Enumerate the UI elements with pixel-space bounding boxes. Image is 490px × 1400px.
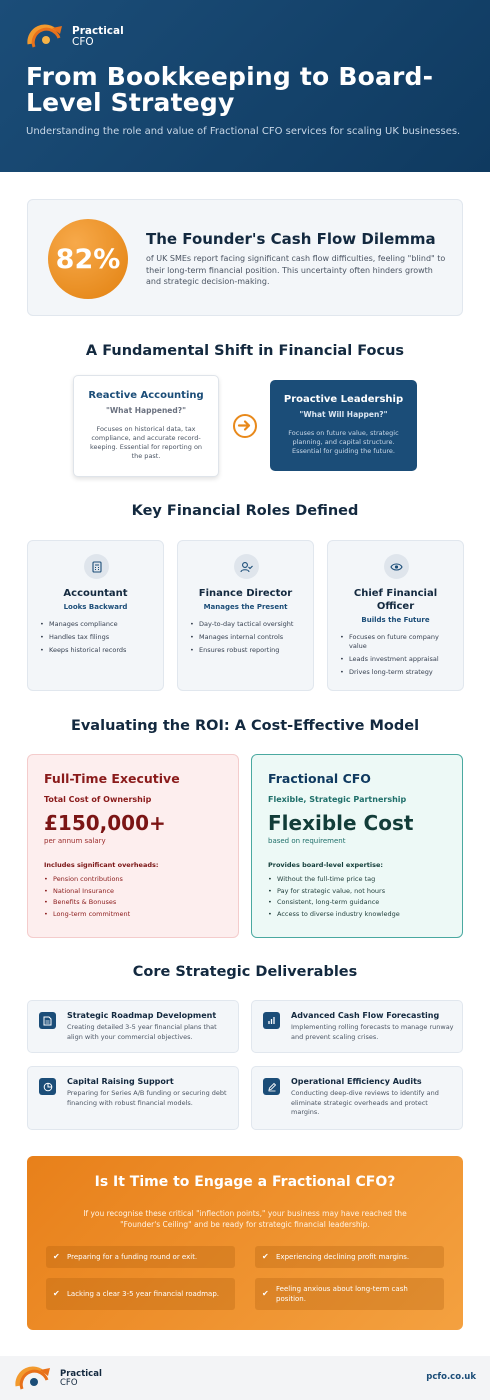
page-subtitle: Understanding the role and value of Fractional CFO services for scaling UK businesses. [26,126,461,137]
reactive-title: Reactive Accounting [88,390,204,401]
cta-item-label: Feeling anxious about long-term cash position. [276,1285,408,1303]
bar-chart-icon [263,1012,280,1029]
document-icon [39,1012,56,1029]
list-item: • Benefits & Bonuses [44,898,222,907]
proactive-card [270,380,417,471]
list-item: • Keeps historical records [40,646,157,655]
cta-item-label: Preparing for a funding round or exit. [67,1253,198,1261]
roi-card-title: Full-Time Executive [44,771,180,786]
footer-brand-logo[interactable] [14,1364,102,1394]
fulltime-executive-card [27,754,239,938]
cta-checklist-item [46,1278,235,1310]
role-points [340,633,457,681]
list-item: • Access to diverse industry knowledge [268,910,446,919]
cta-panel [27,1156,463,1330]
roi-card-title: Fractional CFO [268,771,371,786]
list-item: • Drives long-term strategy [340,668,457,677]
list-item: • Leads investment appraisal [340,655,457,664]
cta-checklist-item [46,1246,235,1268]
roi-cost-value: £150,000+ [44,811,166,835]
deliverable-card [27,1000,239,1053]
role-title: Chief Financial Officer [353,588,438,612]
deliverable-card [251,1000,463,1053]
proactive-title: Proactive Leadership [283,394,404,405]
list-item: • Pension contributions [44,875,222,884]
deliverable-card [27,1066,239,1130]
reactive-question: "What Happened?" [106,406,186,415]
stat-description: of UK SMEs report facing significant cash flow difficulties, feeling "blind" to their long-term financial position. This uncertainty often hinders growth and strategic decision-making. [146,254,446,286]
role-title: Finance Director [198,588,293,599]
brand-name-line1: Practical [72,25,124,37]
roi-cost-note: per annum salary [44,837,106,845]
brand-name-line2: CFO [60,1378,78,1388]
proactive-question: "What Will Happen?" [299,410,388,419]
brand-logo[interactable] [26,22,464,52]
role-subtitle: Looks Backward [63,603,128,611]
hero-banner [0,0,490,172]
list-item: • Pay for strategic value, not hours [268,887,446,896]
role-points [40,620,157,659]
shift-section-title: A Fundamental Shift in Financial Focus [85,343,405,359]
check-icon: ✔ [53,1289,60,1298]
list-item: • Ensures robust reporting [190,646,307,655]
roi-card-subtitle: Total Cost of Ownership [44,795,152,804]
list-item: • Long-term commitment [44,910,222,919]
deliverable-title: Strategic Roadmap Development [67,1011,217,1020]
check-icon: ✔ [262,1252,269,1261]
stat-title: The Founder's Cash Flow Dilemma [146,230,436,248]
roi-cost-value: Flexible Cost [268,811,414,835]
page-title: From Bookkeeping to Board-Level Strategy [26,62,434,117]
roi-cost-note: based on requirement [268,837,346,845]
deliverable-title: Operational Efficiency Audits [291,1077,422,1086]
deliverable-title: Capital Raising Support [67,1077,174,1086]
cta-checklist-item [255,1278,444,1310]
list-item: • Without the full-time price tag [268,875,446,884]
role-card-accountant [27,540,164,691]
check-icon: ✔ [262,1289,269,1298]
stat-card [27,199,463,316]
roi-section-title: Evaluating the ROI: A Cost-Effective Model [70,718,420,734]
list-item: • Day-to-day tactical oversight [190,620,307,629]
role-title: Accountant [63,588,128,599]
list-item: • Handles tax filings [40,633,157,642]
pie-chart-icon [39,1078,56,1095]
deliverable-description: Conducting deep-dive reviews to identify and eliminate strategic overheads and protect margins. [291,1089,439,1116]
cta-checklist-item [255,1246,444,1268]
deliverables-section-title: Core Strategic Deliverables [132,964,358,980]
deliverable-title: Advanced Cash Flow Forecasting [291,1011,440,1020]
eye-icon [384,554,409,579]
check-icon: ✔ [53,1252,60,1261]
list-item: • Focuses on future company value [340,633,457,651]
website-link[interactable]: pcfo.co.uk [426,1372,476,1382]
brand-name-line2: CFO [72,36,94,48]
deliverable-description: Implementing rolling forecasts to manage runway and prevent scaling crises. [291,1023,454,1041]
roi-list-title: Includes significant overheads: [44,861,159,869]
cta-title: Is It Time to Engage a Fractional CFO? [94,1174,396,1190]
reactive-description: Focuses on historical data, tax compliance, and accurate record-keeping. Essential for reporting on the past. [89,425,203,460]
roi-points [268,875,446,918]
fractional-cfo-card [251,754,463,938]
calculator-icon [84,554,109,579]
role-card-finance-director [177,540,314,691]
pen-icon [263,1078,280,1095]
logo-mark-icon [14,1366,54,1392]
role-card-cfo [327,540,464,691]
roi-points [44,875,222,918]
proactive-description: Focuses on future value, strategic planning, and capital structure. Essential for guiding the future. [288,429,399,455]
deliverable-description: Preparing for Series A/B funding or securing debt financing with robust financial models. [67,1089,227,1107]
cta-item-label: Lacking a clear 3-5 year financial roadmap. [67,1290,219,1298]
brand-name-line1: Practical [60,1369,102,1379]
list-item: • Manages internal controls [190,633,307,642]
roi-card-subtitle: Flexible, Strategic Partnership [268,795,407,804]
role-subtitle: Manages the Present [203,603,288,611]
deliverable-card [251,1066,463,1130]
stat-value: 82% [48,219,128,299]
list-item: • National Insurance [44,887,222,896]
roi-list-title: Provides board-level expertise: [268,861,384,869]
user-check-icon [234,554,259,579]
roles-section-title: Key Financial Roles Defined [131,503,359,519]
reactive-card [73,375,219,477]
arrow-right-icon [233,414,257,438]
logo-mark-icon [26,24,66,50]
role-subtitle: Builds the Future [361,616,430,624]
list-item: • Consistent, long-term guidance [268,898,446,907]
deliverable-description: Creating detailed 3-5 year financial plans that align with your commercial objectives. [67,1023,217,1041]
role-points [190,620,307,659]
cta-item-label: Experiencing declining profit margins. [276,1253,410,1261]
list-item: • Manages compliance [40,620,157,629]
footer [0,1356,490,1400]
cta-description: If you recognise these critical "inflection points," your business may have reached the "Founder's Ceiling" and be ready for strategic financial leadership. [83,1209,407,1229]
